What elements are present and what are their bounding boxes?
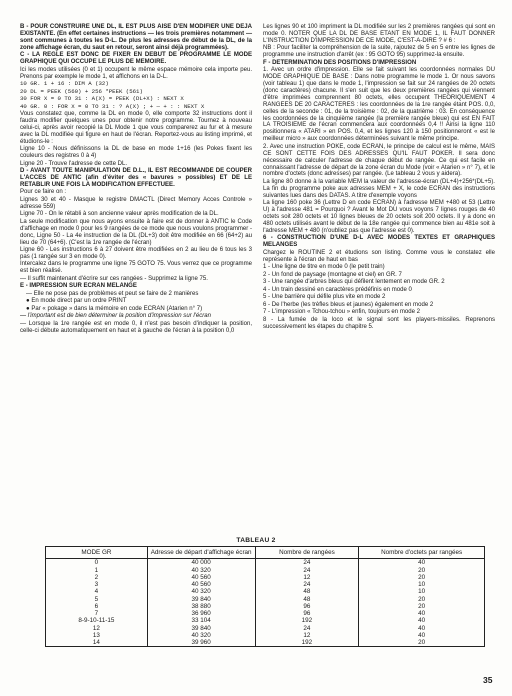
table-cell: 24 (255, 625, 359, 632)
table-row (46, 581, 485, 588)
table-cell: 20 (359, 574, 485, 581)
table-row (46, 588, 485, 595)
paragraph: 1. Avec un ordre d'impression. Elle se fait suivant les coordonnées normales DU MODE GRAPHIQUE DE BASE : Dans notre programme le mode 1. Or nous savons (voir tableau 1) que dans le mode 1, l'impression se fait sur 24 rangées de 20 octets (donc caractères) chacune. Il s'en suit que les deux premières rangées qui viennent d'être imprimées comprennent 80 octets, elles occupent THEORIQUEMENT 4 RANGEES DE 20 CARACTERES : les coordonnées de la 1re rangée étant POS. 0,0, celles de la seconde : 01, de la troisième : 02, de la quatrième : 03. En conséquence les coordonnées de la cinquième rangée (la première rangée bleue) qui est EN FAIT LA TROISIEME de l'écran commencera aux coordonnées 0,4 !! Ainsi la ligne 110 positionnera « ATARI » en POS. 0,4, et les lignes 120 à 150 positionneront « est le meilleur micro » aux coordonnées déterminées suivant le même principe. (263, 67, 495, 143)
table-cell: 33 104 (147, 617, 255, 624)
paragraph: Les lignes 90 et 100 impriment la DL modifiée sur les 2 premières rangées qui sont en mode 0. NOTER QUE LA DL DE BASE ETANT EN MODE 1, IL FAUT DONNER L'INSTRUCTION D'IMPRESSION DE CE MODE, C'EST-A-DIRE ? # 6 : (263, 24, 495, 44)
paragraph: 3 - Une rangée d'arbres bleus qui défilent lentement en mode GR. 2 (263, 279, 445, 286)
paragraph: Ici les modes utilisées (0 et 1) occupent le même espace mémoire cela importe peu. Prenons par exemple le mode 1, et affichons en la D-L. (20, 66, 252, 80)
table-cell: 192 (255, 617, 359, 624)
paragraph: — l'important est de bien déterminer la position d'impression sur l'écran (20, 313, 212, 320)
table-cell: 10 (359, 581, 485, 588)
paragraph: 2 - Un fond de paysage (montagne et ciel) en GR. 7 (263, 271, 402, 278)
header-start-address: Adresse de départ d'affichage écran (147, 547, 255, 559)
paragraph: 5 - Une barrière qui défile plus vite en mode 2 (263, 294, 386, 301)
table-cell: 40 320 (147, 632, 255, 639)
paragraph: La ligne 160 poke 36 (Lettre D en code ECRAN) à l'adresse MEM +480 et 53 (Lettre U) à l'adresse 481 = Pourquoi ? Avant le Mot DU vous voyons 7 lignes rouges de 40 octets soit 280 octets et 10 lignes bleues de 20 octets soit 200 octets. Il y a donc en 480 octets utilisés avant le début de la 18e rangée qui commence bien au 481e soit à l'adresse MEM + 480 (n'oubliez pas que l'adresse est 0). (263, 200, 495, 234)
table-cell: 12 (46, 625, 148, 632)
paragraph: 40 GR. 0 : FOR X = 0 TO 31 : ? A(X) ; + — + : : NEXT X (20, 102, 205, 110)
paragraph: Ligne 70 - On le rétabli à son ancienne valeur après modification de la DL. (20, 211, 219, 218)
paragraph: F - DETERMINATION DES POSITIONS D'IMPRESSION (263, 59, 417, 66)
table-cell: 40 320 (147, 588, 255, 595)
table-cell: 20 (359, 596, 485, 603)
table-row (46, 617, 485, 624)
table-cell: 48 (255, 596, 359, 603)
paragraph: 1 - Une ligne de titre en mode 0 (le petit train) (263, 264, 385, 271)
table-cell: 14 (46, 639, 148, 647)
paragraph: ● Par « pokage » dans la mémoire en code ECRAN (Atarien n° 7) (26, 305, 203, 312)
paragraph: B - POUR CONSTRUIRE UNE DL, IL EST PLUS AISE D'EN MODIFIER UNE DEJA EXISTANTE. (En effet certaines instructions — les trois premières notamment — sont communes à toutes les D-L. De plus les adresses de début de la DL, de la zone affichage écran, du saut en retour, seront ainsi déjà programmées). (20, 24, 252, 51)
mode-table (45, 546, 485, 647)
header-row-count: Nombre de rangées (255, 547, 359, 559)
table-cell: 24 (255, 559, 359, 567)
paragraph: 6 - De l'herbe (les trèfles bleus et jaunes) également en mode 2 (263, 301, 434, 308)
table-cell: 39 840 (147, 596, 255, 603)
table-cell: 36 960 (147, 610, 255, 617)
table-caption: TABLEAU 2 (236, 537, 276, 544)
paragraph: 20 DL = PEEK (560) + 256 *PEEK (561) (20, 87, 143, 95)
left-text-column (20, 24, 252, 335)
table-row (46, 596, 485, 603)
paragraph: Lignes 30 et 40 - Masque le registre DMACTL (Direct Memory Acces Controle » adresse 559) (20, 196, 252, 210)
table-cell: 40 (359, 617, 485, 624)
right-text-column (263, 24, 495, 331)
table-cell: 40 (359, 559, 485, 567)
table-cell: 13 (46, 632, 148, 639)
table-cell: 24 (255, 581, 359, 588)
paragraph: — Lorsque la 1re rangée est en mode 0, il n'est pas besoin d'indiquer la position, celle-ci débute automatiquement en haut et à gauche de l'écran à la position 0,0 (20, 320, 252, 334)
table-cell: 40 560 (147, 574, 255, 581)
table-cell: 192 (255, 639, 359, 647)
table-body (46, 559, 485, 647)
paragraph: E - IMPRESSION SUR ECRAN MELANGE (20, 283, 137, 290)
header-mode-gr: MODE GR (46, 547, 148, 559)
paragraph: 30 FOR X = 0 TO 31 : A(X) = PEEK (DL+X) : NEXT X (20, 95, 184, 103)
paragraph: ● En mode direct par un ordre PRINT (26, 298, 127, 305)
header-bytes-per-row: Nombre d'octets par rangées (359, 547, 485, 559)
table-row (46, 567, 485, 574)
table-cell: 40 000 (147, 559, 255, 567)
table-row (46, 625, 485, 632)
page-number: 35 (483, 675, 493, 685)
table-cell: 96 (255, 610, 359, 617)
table-cell: 48 (255, 588, 359, 595)
table-cell: 0 (46, 559, 148, 567)
paragraph: Chargez le ROUTINE 2 et étudions son listing. Comme vous le constatez elle représente à l'écran de haut en bas (263, 249, 495, 263)
table-cell: 10 (359, 588, 485, 595)
table-row (46, 559, 485, 567)
table-cell: 12 (255, 632, 359, 639)
paragraph: C - LA REGLE EST DONC DE FIXER EN DEBUT DE PROGRAMME LE MODE GRAPHIQUE QUI OCCUPE LE PLUS DE MEMOIRE. (20, 52, 252, 66)
paragraph: La seule modification que nous ayons ensuite à faire est de donner à ANTIC le Code d'affichage en mode 0 pour les 9 rangées de ce mode que nous voulons programmer - donc, Ligne 50 - La 4e instruction de la DL (DL+3) doit être modifiée en 66 (64+2) au lieu de 70 (64+6). (C'est la 1re rangée de l'écran) (20, 218, 252, 246)
paragraph: 2. Avec une instruction POKE, code ECRAN, le principe de calcul est le même, MAIS CE SONT CETTE FOIS DES ADRESSES QU'IL FAUT POKER. Il sera donc nécessaire de calculer l'adresse de chaque début de rangée. Ce qui est facile en connaissant l'adresse de départ de la zone écran du Mode (voir « Atarien » n° 7), et le nombre d'octets (donc adresses) par rangée. (Le tableau 2 vous y aidera). (263, 143, 495, 178)
table-cell: 2 (46, 574, 148, 581)
table-row (46, 610, 485, 617)
table-row (46, 632, 485, 639)
table-cell: 40 320 (147, 567, 255, 574)
table-cell: 24 (255, 567, 359, 574)
paragraph: 6 - CONSTRUCTION D'UNE D-L AVEC MODES TEXTES ET GRAPHIQUES MELANGES (263, 235, 495, 249)
table-cell: 6 (46, 603, 148, 610)
paragraph: — Elle ne pose pas de problèmes et peut se faire de 2 manières (26, 290, 199, 297)
table-cell: 20 (359, 603, 485, 610)
paragraph: 8 - La fumée de la loco et le signal sont les players-missiles. Reprenons successivement les étapes du chapitre 5. (263, 316, 495, 330)
table-row (46, 603, 485, 610)
table-cell: 40 (359, 610, 485, 617)
table-cell: 1 (46, 567, 148, 574)
table-cell: 7 (46, 610, 148, 617)
table-row (46, 639, 485, 647)
table-cell: 40 560 (147, 581, 255, 588)
table-cell: 3 (46, 581, 148, 588)
paragraph: Intercalez dans le programme une ligne 75 GOTO 75. Vous verrez que ce programme est bien réalisé. (20, 261, 252, 275)
paragraph: Ligne 20 - Trouve l'adresse de cette DL. (20, 160, 128, 167)
table-cell: 40 (359, 632, 485, 639)
paragraph: D - AVANT TOUTE MANIPULATION DE D.L., IL EST RECOMMANDE DE COUPER L'ACCES DE ANTIC (afin d'éviter des « bavures » possibles) ET DE LE RETABLIR UNE FOIS LA MODIFICATION EFFECTUEE. (20, 168, 252, 188)
paragraph: La ligne 80 donne à la variable MEM la valeur de l'adresse-écran (DL+4)+256*(DL+5). La fin du programme poke aux adresses MEM + X, le code ECRAN des instructions suivantes lues dans des DATAS. A titre d'exemple voyons (263, 178, 495, 199)
paragraph: NB : Pour faciliter la compréhension de la suite, rajoutez de 5 en 5 entre les lignes de programme une instruction d'arrêt (ex : 95 GOTO 95) supprimez-la ensuite. (263, 45, 495, 59)
paragraph: Pour ce faire on : (20, 189, 67, 196)
paragraph: 4 - Un train dessiné en caractères prédéfinis en mode 0 (263, 286, 412, 293)
table-cell: 20 (359, 567, 485, 574)
paragraph: 10 GR. 1 + 16 : DIM A (32) (20, 80, 109, 88)
paragraph: Vous constatez que, comme la DL en mode 0, elle comporte 32 instructions dont il faudra modifier quelques unes pour obtenir notre programme. Tournez à nouveau celui-ci, après avoir recopié la DL Mode 1 que vous comparerez au fur et à mesure avec la DL modifiée qui figure en haut de l'écran. Reportez-vous au listing imprimé, et étudions-le : (20, 111, 252, 145)
table-cell: 38 880 (147, 603, 255, 610)
table-cell: 5 (46, 596, 148, 603)
paragraph: — Il suffit maintenant d'écrire sur ces rangées - Supprimez la ligne 75. (20, 275, 208, 282)
paragraph: 7 - L'impression « Tchou-tchou » enfin, toujours en mode 2 (263, 309, 421, 316)
table-cell: 96 (255, 603, 359, 610)
table-cell: 40 (359, 625, 485, 632)
table-cell: 12 (255, 574, 359, 581)
table-cell: 20 (359, 639, 485, 647)
paragraph: Ligne 10 - Nous définissons la DL de base en mode 1+16 (les Pokes fixent les couleurs des registres 0 à 4) (20, 146, 252, 160)
table-row (46, 574, 485, 581)
table-cell: 8-9-10-11-15 (46, 617, 148, 624)
table-cell: 4 (46, 588, 148, 595)
table-cell: 39 960 (147, 639, 255, 647)
table-cell: 39 840 (147, 625, 255, 632)
paragraph: Ligne 60 - Les instructions 6 à 27 doivent être modifiées en 2 au lieu de 6 tous les 3 pas (1 rangée sur 3 en mode 0). (20, 247, 252, 260)
table-header-row (46, 547, 485, 559)
